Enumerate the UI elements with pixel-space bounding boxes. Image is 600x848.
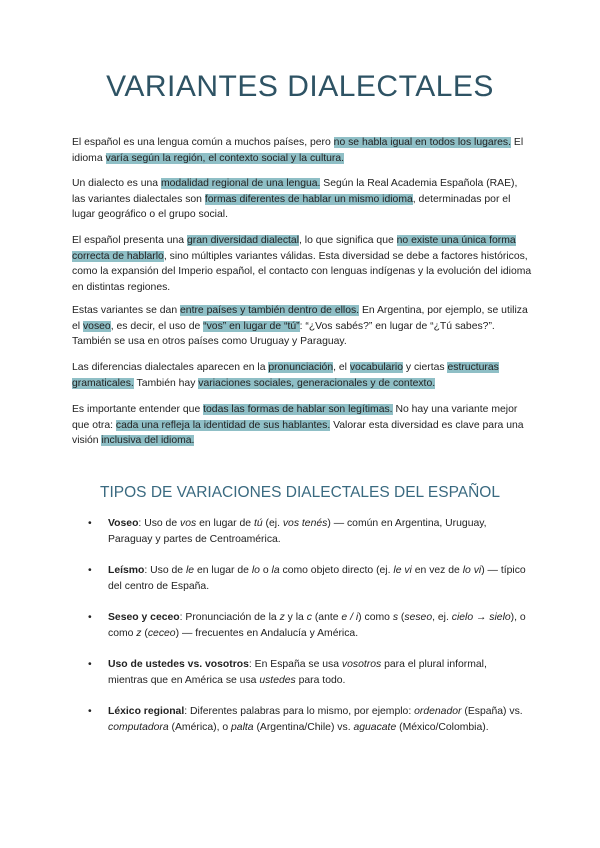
text-run: , ej.: [432, 612, 452, 623]
paragraph: [72, 402, 532, 449]
example: ordenador: [414, 706, 462, 717]
example: z: [279, 612, 285, 623]
example: palta: [231, 721, 254, 733]
text-run: (México/Colombia).: [396, 721, 489, 733]
text-run: El español es una lengua común a muchos países, pero: [72, 137, 334, 148]
example: tú: [253, 518, 263, 529]
example: seseo: [404, 612, 433, 623]
text-run: (: [141, 627, 148, 639]
highlight: no se habla igual en todos los lugares.: [333, 137, 512, 148]
example: z: [136, 627, 142, 639]
text-run: : En España se usa: [248, 659, 342, 670]
text-run: El idioma: [72, 137, 524, 164]
list-item: [88, 610, 528, 641]
text-run: Las diferencias dialectales aparecen en la: [72, 362, 269, 373]
text-run: ) — típico del centro de España.: [108, 565, 526, 592]
highlight: “vos” en lugar de “tú”: [203, 320, 300, 332]
text-run: (América), o: [168, 721, 232, 733]
text-run: en vez de: [411, 565, 463, 576]
text-run: para todo.: [295, 674, 346, 686]
variation-list: [88, 516, 528, 735]
example: ceceo: [147, 627, 176, 639]
example: computadora: [108, 721, 169, 733]
highlight: inclusiva del idioma.: [101, 435, 195, 446]
highlight: todas las formas de hablar son legítimas.: [203, 404, 393, 415]
example: vosotros: [341, 659, 382, 670]
bullet-icon: •: [88, 565, 92, 576]
highlight: estructuras gramaticales.: [72, 362, 499, 389]
text-run: , sino múltiples variantes válidas. Esta diversidad se debe a factores históricos, como la expansión del Imperio español, el contacto con lenguas indígenas y la evolución del idioma en distintas regiones.: [72, 250, 532, 293]
bullet-icon: •: [88, 706, 92, 717]
list-item: [88, 657, 528, 688]
text-run: El español presenta una: [72, 235, 187, 246]
bullet-icon: •: [88, 518, 92, 529]
example: vos tenés: [282, 518, 328, 529]
highlight: pronunciación: [268, 362, 334, 373]
text-run: , es decir, el uso de: [110, 320, 204, 332]
example: s: [392, 612, 399, 623]
highlight: voseo: [82, 320, 111, 332]
text-run: , determinadas por el lugar geográfico o el grupo social.: [72, 193, 511, 220]
text-run: (Argentina/Chile) vs.: [253, 721, 354, 733]
text-run: : Pronunciación de la: [179, 612, 280, 623]
text-run: : “¿Vos sabés?” en lugar de “¿Tú sabes?”. También se usa en otros países como Uruguay y Paraguay.: [72, 320, 495, 347]
page-title: VARIANTES DIALECTALES: [106, 70, 494, 103]
example: e / i: [341, 612, 359, 623]
text-run: ) — frecuentes en Andalucía y América.: [175, 627, 359, 639]
text-run: o: [259, 565, 272, 576]
list-item: [88, 516, 528, 547]
example: cielo → sielo: [451, 612, 511, 623]
text-run: También hay: [133, 377, 199, 389]
example: la: [271, 565, 280, 576]
text-run: , lo que significa que: [299, 235, 397, 246]
highlight: no existe una única forma correcta de hablarlo: [72, 235, 516, 262]
example: lo: [251, 565, 260, 576]
section-subtitle: TIPOS DE VARIACIONES DIALECTALES DEL ESPAÑOL: [100, 484, 500, 501]
text-run: Valorar esta diversidad es clave para una visión: [72, 419, 524, 446]
text-run: Es importante entender que: [72, 404, 204, 415]
text-run: (: [398, 612, 405, 623]
highlight: modalidad regional de una lengua.: [160, 178, 321, 189]
text-run: ), o como: [108, 612, 526, 639]
paragraph: [72, 176, 532, 223]
term: Uso de ustedes vs. vosotros: [108, 659, 249, 670]
text-run: ) como: [358, 612, 393, 623]
highlight: entre países y también dentro de ellos.: [180, 305, 360, 316]
term: Leísmo: [108, 565, 145, 576]
text-run: en lugar de: [194, 565, 252, 576]
term: Seseo y ceceo: [108, 612, 180, 623]
highlight: cada una refleja la identidad de sus hablantes.: [115, 419, 331, 431]
text-run: (España) vs.: [461, 706, 523, 717]
example: le vi: [393, 565, 412, 576]
text-run: : Diferentes palabras para lo mismo, por ejemplo:: [184, 706, 415, 717]
example: lo vi: [462, 565, 482, 576]
text-run: En Argentina, por ejemplo, se utiliza el: [72, 305, 528, 332]
example: ustedes: [259, 674, 296, 686]
text-run: (ej.: [262, 518, 283, 529]
example: le: [185, 565, 195, 576]
list-item: [88, 704, 528, 735]
bullet-icon: •: [88, 612, 92, 623]
paragraph: [72, 233, 532, 295]
paragraph: [72, 303, 532, 350]
text-run: Estas variantes se dan: [72, 305, 181, 316]
text-run: ) — común en Argentina, Uruguay, Paraguay y partes de Centroamérica.: [108, 518, 487, 545]
highlight: formas diferentes de hablar un mismo idioma: [204, 193, 413, 205]
text-run: y la: [284, 612, 307, 623]
term: Voseo: [108, 518, 139, 529]
text-run: Un dialecto es una: [72, 178, 161, 189]
text-run: y ciertas: [403, 362, 448, 373]
text-run: como objeto directo (ej.: [279, 565, 394, 576]
text-run: , el: [333, 362, 350, 373]
text-run: Según la Real Academia Española (RAE), las variantes dialectales son: [72, 178, 518, 205]
list-item: [88, 563, 528, 594]
text-run: para el plural informal, mientras que en América se usa: [108, 659, 487, 686]
text-run: : Uso de: [138, 518, 181, 529]
paragraph: [72, 360, 532, 391]
bullet-icon: •: [88, 659, 92, 670]
text-run: : Uso de: [144, 565, 186, 576]
highlight: variaciones sociales, generacionales y de contexto.: [198, 377, 436, 389]
text-run: (ante: [311, 612, 342, 623]
term: Léxico regional: [108, 706, 185, 717]
text-run: No hay una variante mejor que otra:: [72, 404, 518, 431]
highlight: varía según la región, el contexto social y la cultura.: [105, 152, 345, 164]
example: aguacate: [353, 721, 397, 733]
example: vos: [180, 518, 197, 529]
highlight: gran diversidad dialectal: [186, 235, 300, 246]
paragraph: [72, 135, 532, 166]
example: c: [306, 612, 312, 623]
highlight: vocabulario: [349, 362, 403, 373]
text-run: en lugar de: [196, 518, 254, 529]
